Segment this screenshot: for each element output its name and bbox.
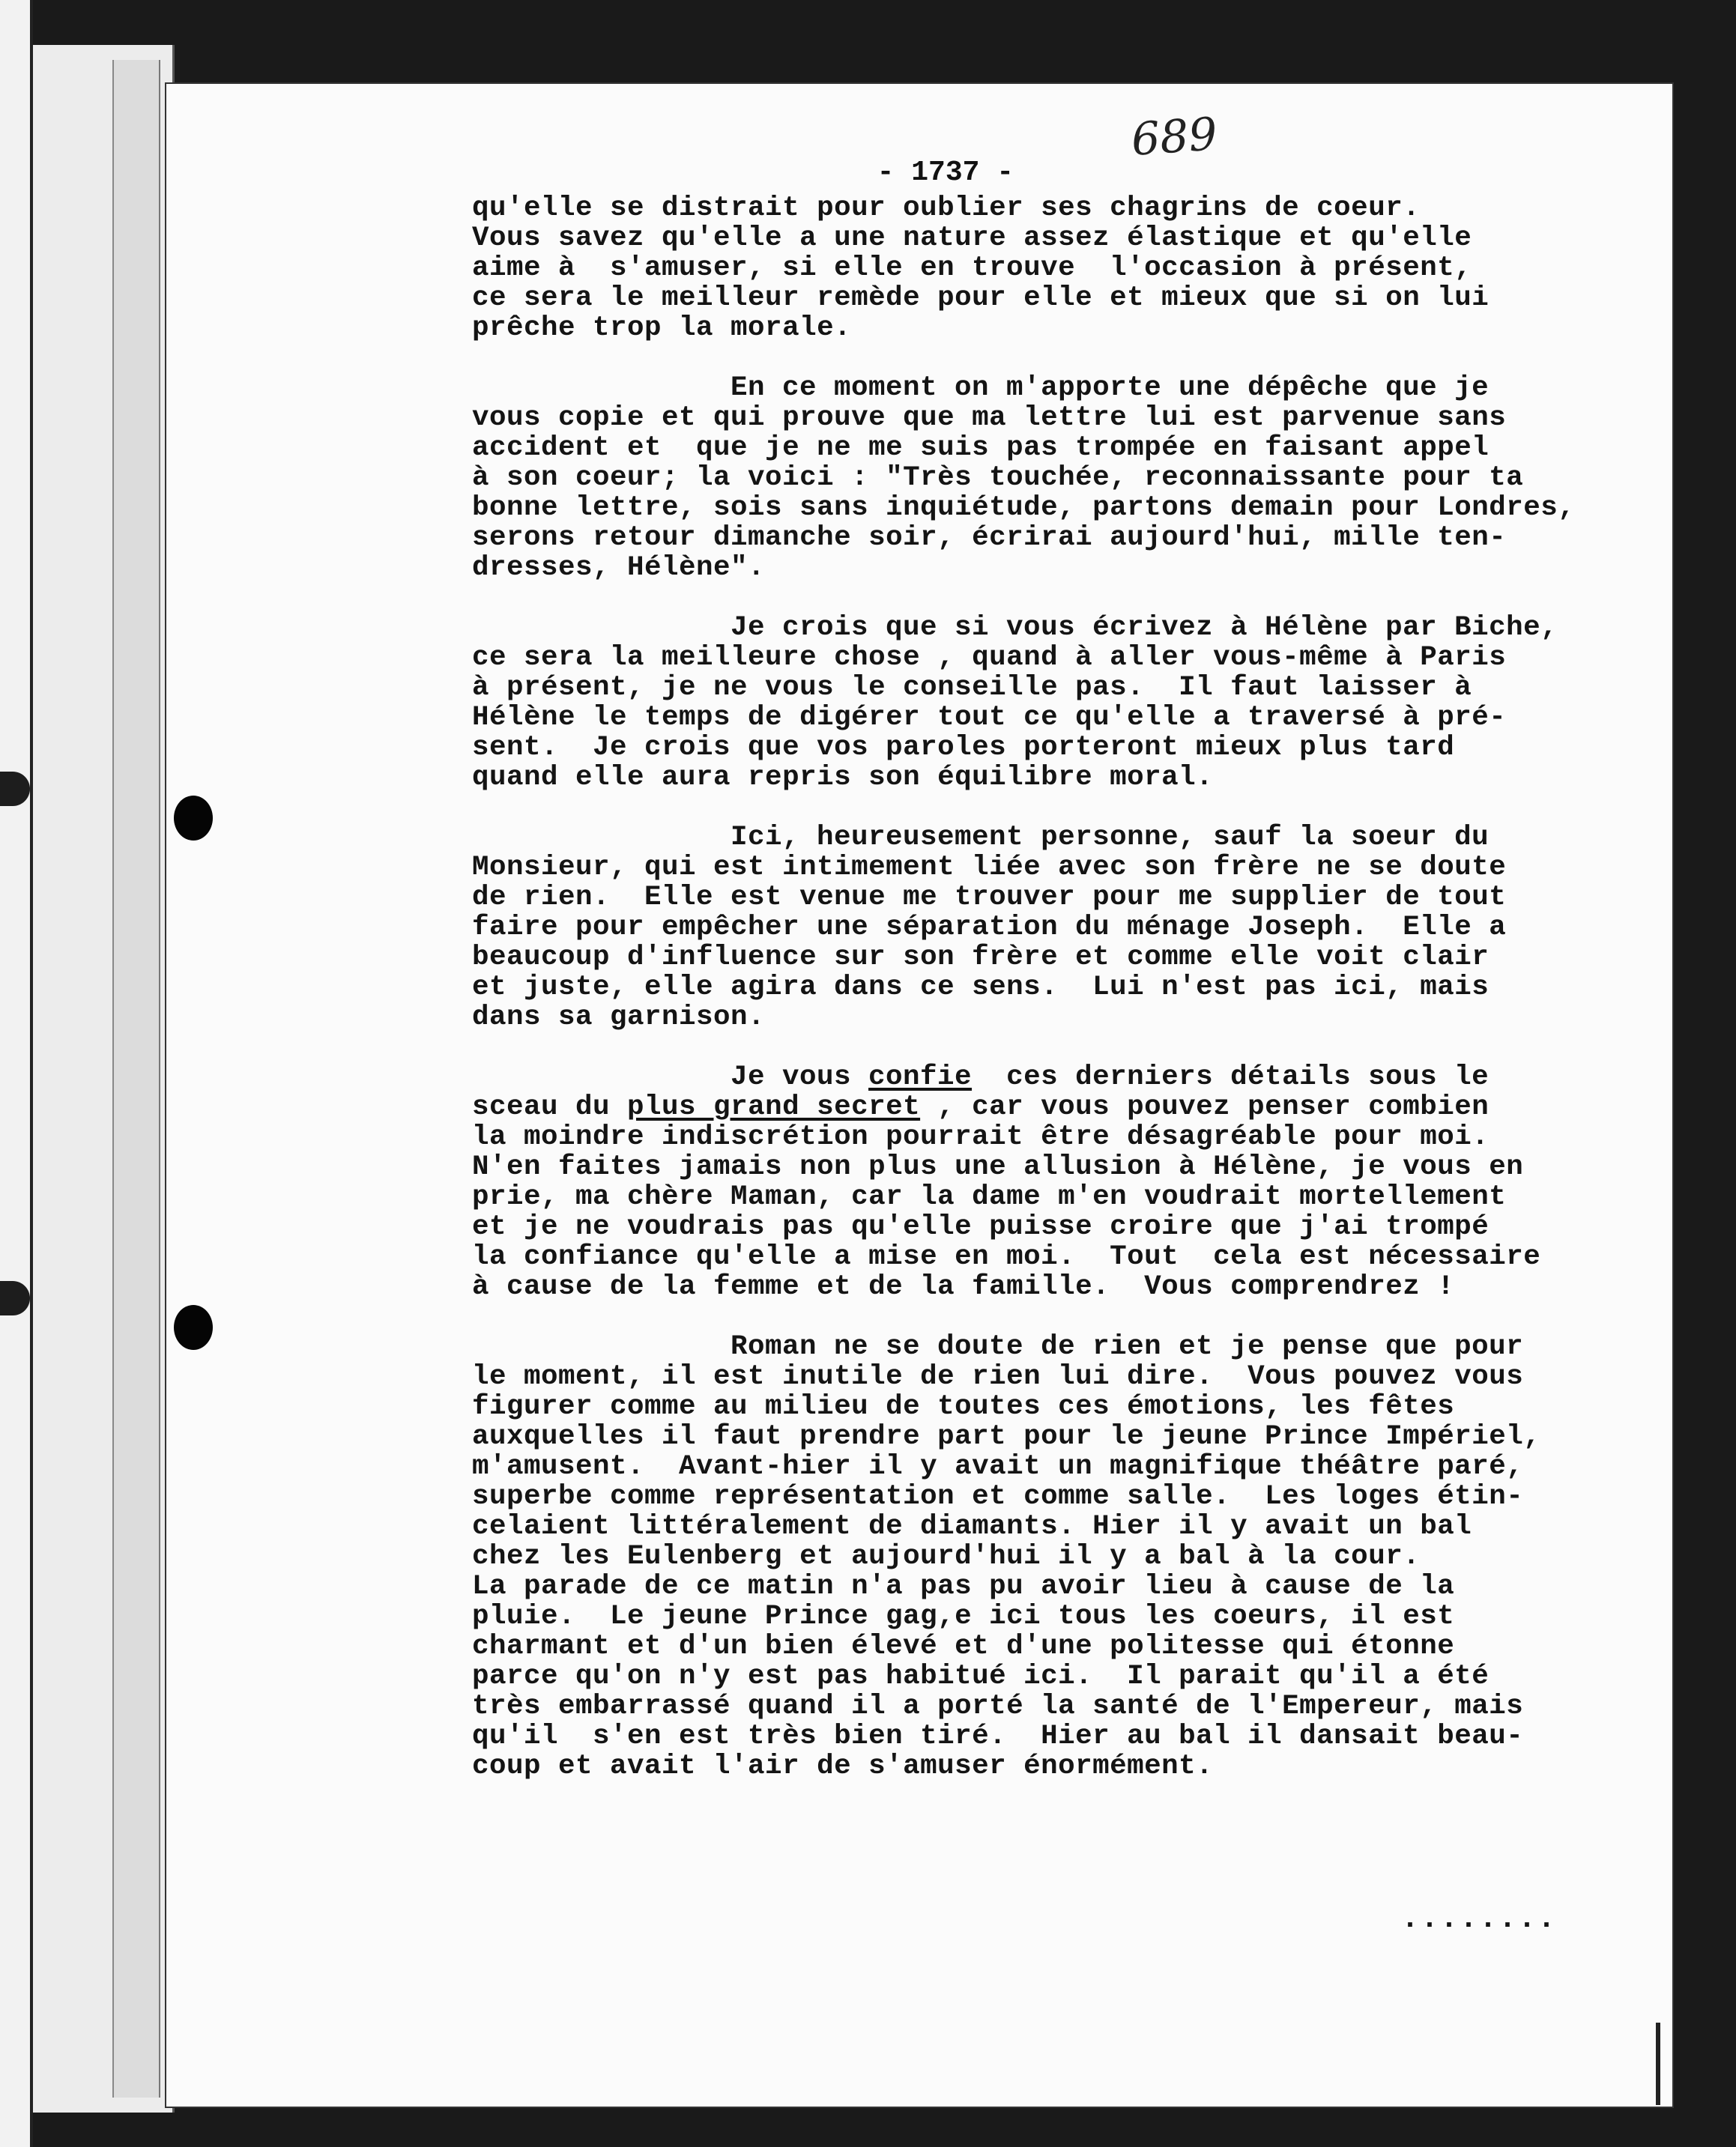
text-line: Roman ne se doute de rien et je pense que pour — [731, 1331, 1524, 1363]
text-line: et je ne voudrais pas qu'elle puisse croire que j'ai trompé — [472, 1211, 1489, 1243]
text-fragment: ces derniers détails sous le — [972, 1062, 1489, 1093]
previous-page-edge-inner — [112, 60, 160, 2098]
text-line: pluie. Le jeune Prince gag,e ici tous les coeurs, il est — [472, 1601, 1455, 1632]
underlined-phrase: plus grand secret — [627, 1091, 921, 1123]
text-line: parce qu'on n'y est pas habitué ici. Il parait qu'il a été — [472, 1661, 1489, 1692]
text-line: Vous savez qu'elle a une nature assez élastique et qu'elle — [472, 222, 1472, 254]
binder-strip — [0, 0, 33, 2147]
text-line: la confiance qu'elle a mise en moi. Tout cela est nécessaire — [472, 1241, 1541, 1273]
text-line: dans sa garnison. — [472, 1002, 766, 1033]
underlined-word: confie — [868, 1062, 973, 1093]
text-line: qu'il s'en est très bien tiré. Hier au bal il dansait beau- — [472, 1721, 1524, 1752]
text-line: La parade de ce matin n'a pas pu avoir lieu à cause de la — [472, 1571, 1455, 1602]
text-line: dresses, Hélène". — [472, 552, 766, 584]
text-line: superbe comme représentation et comme salle. Les loges étin- — [472, 1481, 1524, 1512]
text-line: auxquelles il faut prendre part pour le jeune Prince Impériel, — [472, 1421, 1541, 1453]
text-line: de rien. Elle est venue me trouver pour me supplier de tout — [472, 882, 1507, 913]
text-line: qu'elle se distrait pour oublier ses chagrins de coeur. — [472, 193, 1421, 224]
text-line: et juste, elle agira dans ce sens. Lui n'est pas ici, mais — [472, 972, 1489, 1003]
text-line — [472, 1092, 1641, 1122]
text-line: sent. Je crois que vos paroles porteront mieux plus tard — [472, 732, 1455, 763]
text-line: figurer comme au milieu de toutes ces émotions, les fêtes — [472, 1391, 1455, 1423]
text-line: serons retour dimanche soir, écrirai aujourd'hui, mille ten- — [472, 522, 1507, 554]
paragraph-2 — [472, 373, 1641, 583]
paragraph-3 — [472, 613, 1641, 793]
binder-hole — [0, 772, 30, 806]
text-line: Je crois que si vous écrivez à Hélène par Biche, — [731, 612, 1558, 644]
handwritten-folio-number: 689 — [1129, 108, 1219, 166]
text-line: prie, ma chère Maman, car la dame m'en voudrait mortellement — [472, 1181, 1507, 1213]
binder-hole — [0, 1281, 30, 1315]
text-line: à présent, je ne vous le conseille pas. Il faut laisser à — [472, 672, 1472, 703]
punch-hole — [174, 1305, 213, 1350]
letter-body — [472, 193, 1641, 1811]
text-fragment: , car vous pouvez penser combien — [920, 1091, 1489, 1123]
text-line: ce sera le meilleur remède pour elle et mieux que si on lui — [472, 282, 1489, 314]
text-line: accident et que je ne me suis pas trompée en faisant appel — [472, 432, 1489, 464]
text-line: quand elle aura repris son équilibre moral. — [472, 762, 1214, 793]
continuation-dots: ........ — [1401, 1903, 1558, 1936]
text-line: chez les Eulenberg et aujourd'hui il y a bal à la cour. — [472, 1541, 1421, 1572]
paragraph-4 — [472, 823, 1641, 1032]
text-line: faire pour empêcher une séparation du ménage Joseph. Elle a — [472, 912, 1507, 943]
text-line: le moment, il est inutile de rien lui dire. Vous pouvez vous — [472, 1361, 1524, 1393]
page-edge-mark — [1656, 2023, 1660, 2105]
text-line: En ce moment on m'apporte une dépêche que je — [731, 372, 1489, 404]
text-line: aime à s'amuser, si elle en trouve l'occasion à présent, — [472, 252, 1472, 284]
text-line: N'en faites jamais non plus une allusion à Hélène, je vous en — [472, 1151, 1524, 1183]
text-line: beaucoup d'influence sur son frère et comme elle voit clair — [472, 942, 1489, 973]
text-fragment: Je vous — [731, 1062, 869, 1093]
punch-hole — [174, 796, 213, 841]
page-number-text: - 1737 - — [877, 157, 1014, 189]
text-line: bonne lettre, sois sans inquiétude, partons demain pour Londres, — [472, 492, 1576, 524]
text-line: à son coeur; la voici : "Très touchée, reconnaissante pour ta — [472, 462, 1524, 494]
text-line: coup et avait l'air de s'amuser énormément. — [472, 1751, 1214, 1782]
text-line — [472, 1062, 1641, 1092]
text-line: ce sera la meilleure chose , quand à aller vous-même à Paris — [472, 642, 1507, 673]
text-line: prêche trop la morale. — [472, 312, 852, 344]
text-line: Ici, heureusement personne, sauf la soeur du — [731, 822, 1489, 853]
text-line: Hélène le temps de digérer tout ce qu'elle a traversé à pré- — [472, 702, 1507, 733]
paragraph-6 — [472, 1332, 1641, 1781]
text-line: charmant et d'un bien élevé et d'une politesse qui étonne — [472, 1631, 1455, 1662]
paragraph-5 — [472, 1062, 1641, 1302]
text-line: vous copie et qui prouve que ma lettre lui est parvenue sans — [472, 402, 1507, 434]
text-line: Monsieur, qui est intimement liée avec son frère ne se doute — [472, 852, 1507, 883]
text-line: à cause de la femme et de la famille. Vous comprendrez ! — [472, 1271, 1455, 1303]
text-line: celaient littéralement de diamants. Hier il y avait un bal — [472, 1511, 1472, 1542]
text-line: la moindre indiscrétion pourrait être désagréable pour moi. — [472, 1121, 1489, 1153]
text-line: très embarrassé quand il a porté la santé de l'Empereur, mais — [472, 1691, 1524, 1722]
page-number — [843, 124, 1014, 189]
text-line: m'amusent. Avant-hier il y avait un magnifique théâtre paré, — [472, 1451, 1524, 1483]
text-fragment: sceau du — [472, 1091, 628, 1123]
paragraph-1 — [472, 193, 1641, 343]
